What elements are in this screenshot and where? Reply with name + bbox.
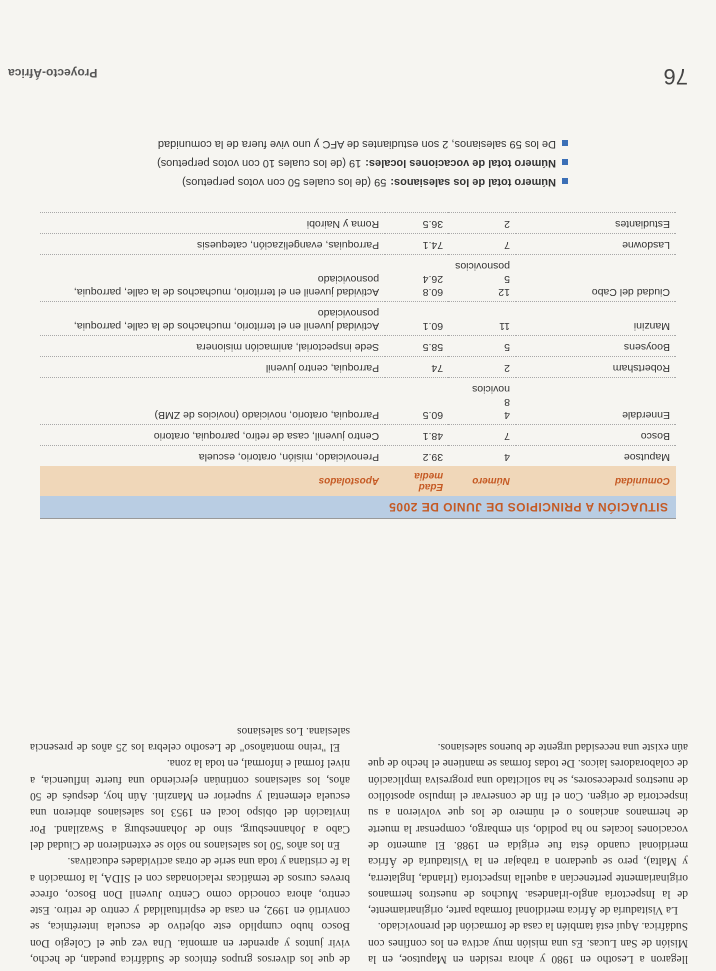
table-row xyxy=(40,234,676,255)
square-bullet-icon xyxy=(562,179,568,185)
summary-note xyxy=(28,172,568,191)
paragraph: de que los diversos grupos étnicos de Sudáfrica puedan, de hecho, vivir juntos y aprender en armonía. Una vez que el Colegio Don Bosco hubo cumplido este objetivo de escuela interétnica, se convirtió en 1992, en casa de espiritualidad y centro de retiro. Este centro, ahora conocido como Centro Juvenil Don Bosco, ofrece breves cursos de temáticas relacionadas con el SIDA, la formación a la fe cristiana y toda una serie de otras actividades educativas. xyxy=(30,855,350,965)
note-label: Número total de los salesianos: xyxy=(390,176,556,188)
table-cell: Parroquias, evangelización, catequesis xyxy=(40,234,385,255)
table-cell: Sede inspectorial, animación misionera xyxy=(40,336,385,357)
table-cell: 74.1 xyxy=(385,234,449,255)
table-cell: Lasdowne xyxy=(516,234,676,255)
table-cell: 2 xyxy=(449,357,516,378)
table-cell: Booysens xyxy=(516,336,676,357)
paragraph: llegaron a Lesotho en 1980 y ahora residen en Maputsoe, en la Misión de San Lucas. Es una misión muy activa en los confines con Sudáfrica. Aquí está también la casa de formación del prenoviciado. xyxy=(368,920,688,965)
note-label: Número total de vocaciones locales: xyxy=(365,157,556,169)
column-header: Edad media xyxy=(385,466,449,496)
body-column-left xyxy=(368,739,688,967)
summary-note xyxy=(28,153,568,172)
table-cell: Ennerdale xyxy=(516,378,676,425)
table-cell: 2 xyxy=(449,213,516,234)
column-header: Comunidad xyxy=(516,466,676,496)
square-bullet-icon xyxy=(562,141,568,147)
table-cell: 4 xyxy=(449,446,516,467)
paragraph: La Visitaduría de África meridional formaba parte, originariamente, de la Inspectoría anglo-irlandesa. Muchos de nuestros hermanos originariamente pertenecían a aquella inspectoría (Irlanda, Inglaterra, y Malta), pero se quedaron a trabajar en la Visitaduría de África meridional cuando ésta fue erigida en 1988. El aumento de vocaciones locales no ha podido, sin embargo, compensar la muerte de hermanos ancianos o el número de los que volvieron a su inspectoría de origen. Con el fin de conservar el impulso apostólico de nuestros predecesores, se ha solicitado una progresiva implicación de colaboradores laicos. De todas formas se mantiene el hecho de que aún existe una necesidad urgente de buenos salesianos. xyxy=(368,741,688,917)
table-cell: 60.5 xyxy=(385,378,449,425)
table-row xyxy=(40,213,676,234)
square-bullet-icon xyxy=(562,160,568,166)
table-cell: 5 xyxy=(449,336,516,357)
table-cell: Actividad juvenil en el territorio, muchachos de la calle, parroquia, posnoviciado xyxy=(40,255,385,302)
column-header: Apostolados xyxy=(40,466,385,496)
table-cell: 48.1 xyxy=(385,425,449,446)
table-cell: Actividad juvenil en el territorio, muchachos de la calle, parroquia, posnoviciado xyxy=(40,302,385,336)
table-cell: 7 xyxy=(449,234,516,255)
table-row xyxy=(40,255,676,302)
table-cell: Roma y Nairobi xyxy=(40,213,385,234)
table-cell: 4 8 novicios xyxy=(449,378,516,425)
note-text: 19 (de los cuales 10 con votos perpetuos) xyxy=(157,157,362,169)
summary-notes xyxy=(28,134,568,191)
table-header-row xyxy=(40,466,676,496)
table-cell: Bosco xyxy=(516,425,676,446)
table-cell: 39.2 xyxy=(385,446,449,467)
table-cell: 74 xyxy=(385,357,449,378)
table-cell: Estudiantes xyxy=(516,213,676,234)
note-text: De los 59 salesianos, 2 son estudiantes de AFC y uno vive fuera de la comunidad xyxy=(157,138,556,150)
page-number: 76 xyxy=(663,64,688,89)
note-text: 59 (de los cuales 50 con votos perpetuos) xyxy=(182,176,387,188)
table-cell: Parroquia, centro juvenil xyxy=(40,357,385,378)
table-title: SITUACIÓN A PRINCIPIOS DE JUNIO DE 2005 xyxy=(40,496,676,518)
table-cell: 60.8 26.4 xyxy=(385,255,449,302)
table-cell: Maputsoe xyxy=(516,446,676,467)
body-column-right xyxy=(30,723,350,967)
table-cell: 58.5 xyxy=(385,336,449,357)
paragraph: El "reino montañoso" de Lesotho celebra los 25 años de presencia salesiana. Los salesianos xyxy=(30,724,350,754)
table-cell: 7 xyxy=(449,425,516,446)
table-cell: 36.5 xyxy=(385,213,449,234)
running-head: Proyecto-África xyxy=(8,66,98,80)
table-cell: Parroquia, oratorio, noviciado (novicios de ZMB) xyxy=(40,378,385,425)
table-cell: Robertsham xyxy=(516,357,676,378)
table-row xyxy=(40,378,676,425)
table-cell: 11 xyxy=(449,302,516,336)
table-row xyxy=(40,446,676,467)
table-cell: Prenoviciado, misión, oratorio, escuela xyxy=(40,446,385,467)
status-table xyxy=(40,212,676,519)
summary-note xyxy=(28,134,568,153)
table-cell: Centro juvenil, casa de retiro, parroquia, oratorio xyxy=(40,425,385,446)
table-cell: Manzini xyxy=(516,302,676,336)
column-header: Número xyxy=(449,466,516,496)
table-cell: Ciudad del Cabo xyxy=(516,255,676,302)
data-table xyxy=(40,212,676,496)
table-row xyxy=(40,302,676,336)
table-body xyxy=(40,213,676,467)
table-row xyxy=(40,336,676,357)
table-cell: 60.1 xyxy=(385,302,449,336)
paragraph: En los años '50 los salesianos no sólo se extendieron de Ciudad del Cabo a Johannesburg, sino de Johannesburg a Swaziland. Por invitación del obispo local en 1953 los salesianos abrieron una escuela elemental y superior en Manzini. Aún hoy, después de 50 años, los salesianos continúan ejerciendo una fuerte influencia, a nivel formal e informal, en toda la zona. xyxy=(30,757,350,851)
table-row xyxy=(40,357,676,378)
table-row xyxy=(40,425,676,446)
table-cell: 12 5 posnovicios xyxy=(449,255,516,302)
